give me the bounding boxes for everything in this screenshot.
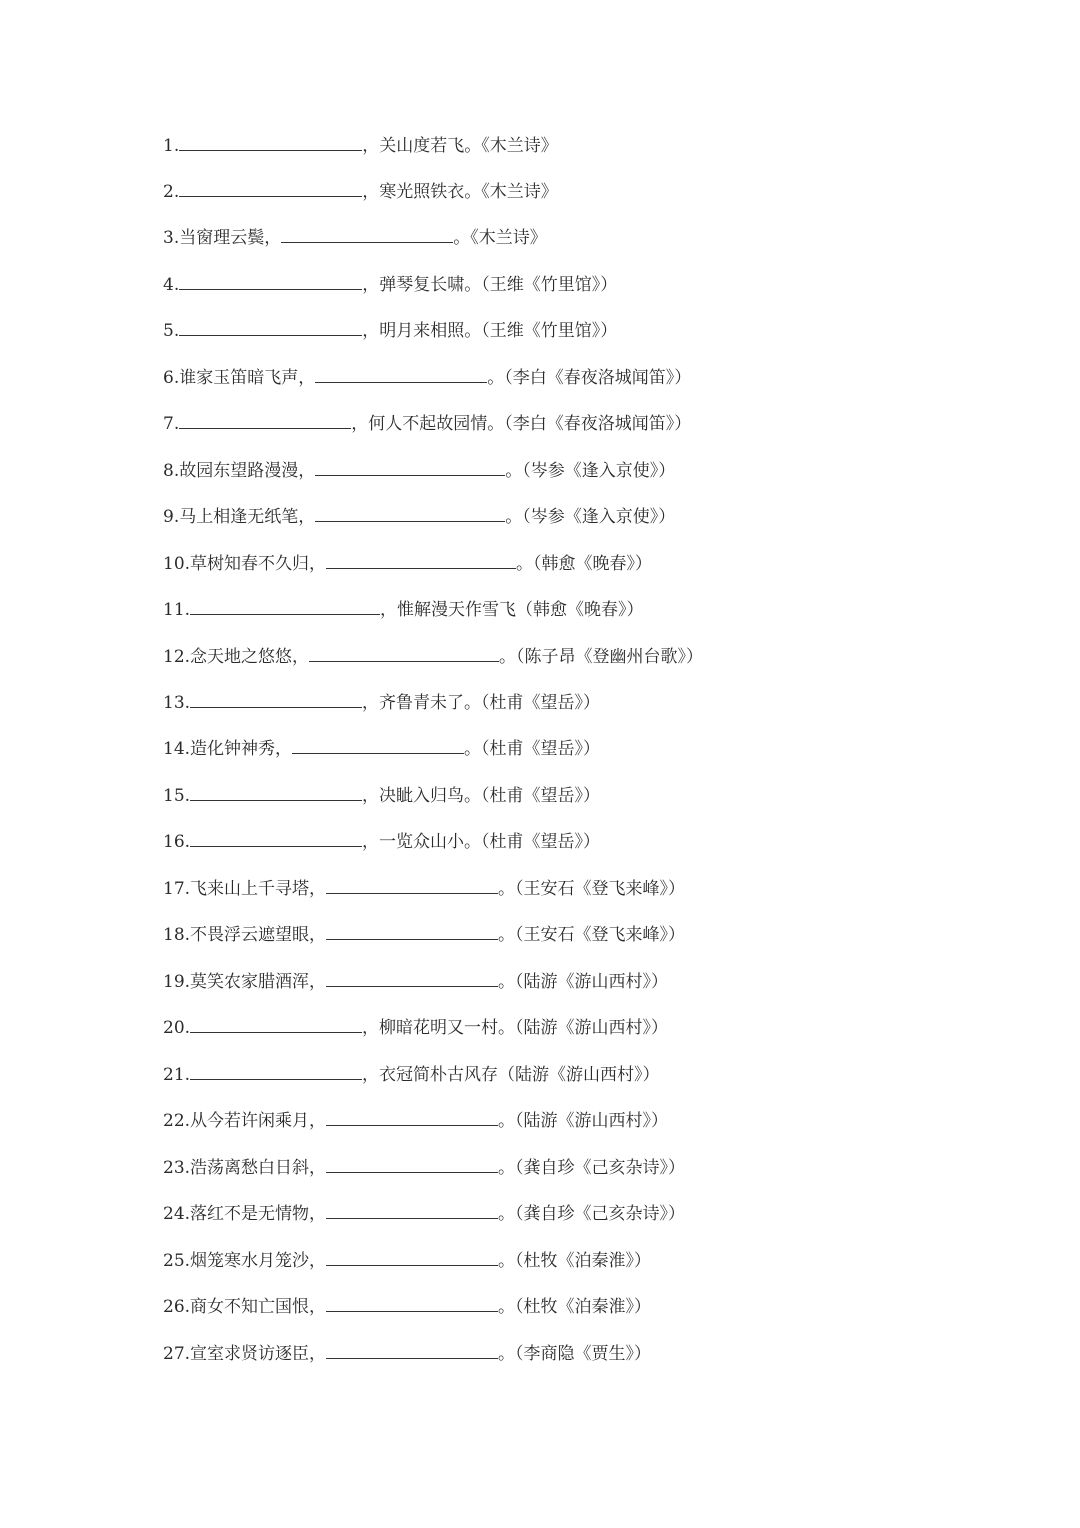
answer-blank[interactable] <box>190 594 380 615</box>
question-item <box>163 1291 651 1321</box>
question-item <box>163 1338 651 1368</box>
question-prefix-text: 故园东望路漫漫， <box>179 461 316 481</box>
question-item <box>163 176 558 206</box>
question-suffix-text: 。（龚自珍《己亥杂诗》） <box>498 1204 686 1224</box>
question-item <box>163 130 558 160</box>
answer-blank[interactable] <box>326 548 516 569</box>
answer-blank[interactable] <box>179 269 362 290</box>
question-number: 23. <box>163 1158 191 1178</box>
question-number: 14. <box>163 739 191 759</box>
question-item <box>163 1059 660 1089</box>
question-item <box>163 548 652 578</box>
question-suffix-text: 。（杜牧《泊秦淮》） <box>498 1297 652 1317</box>
question-prefix-text: 草树知春不久归， <box>190 554 327 574</box>
question-number: 4. <box>163 275 180 295</box>
answer-blank[interactable] <box>326 873 498 894</box>
question-item <box>163 362 691 392</box>
question-item <box>163 641 703 671</box>
question-prefix-text: 当窗理云鬓， <box>179 228 282 248</box>
question-suffix-text: 。（李商隐《贾生》） <box>498 1344 652 1364</box>
question-number: 27. <box>163 1344 191 1364</box>
answer-blank[interactable] <box>315 362 487 383</box>
question-prefix-text: 念天地之悠悠， <box>190 647 310 667</box>
question-number: 24. <box>163 1204 191 1224</box>
question-number: 2. <box>163 182 180 202</box>
question-suffix-text: ，弹琴复长啸。（王维《竹里馆》） <box>362 275 618 295</box>
question-prefix-text: 谁家玉笛暗飞声， <box>179 368 316 388</box>
question-item <box>163 966 668 996</box>
answer-blank[interactable] <box>190 826 362 847</box>
question-suffix-text: ，衣冠简朴古风存（陆游《游山西村》） <box>362 1065 660 1085</box>
question-suffix-text: ，一览众山小。（杜甫《望岳》） <box>362 832 601 852</box>
answer-blank[interactable] <box>179 176 362 197</box>
answer-blank[interactable] <box>326 919 498 940</box>
question-number: 7. <box>163 414 180 434</box>
question-prefix-text: 飞来山上千寻塔， <box>190 879 327 899</box>
question-item <box>163 826 600 856</box>
answer-blank[interactable] <box>179 130 362 151</box>
question-item <box>163 733 600 763</box>
question-suffix-text: ，齐鲁青未了。（杜甫《望岳》） <box>362 693 601 713</box>
question-item <box>163 408 691 438</box>
question-item <box>163 1152 685 1182</box>
question-suffix-text: ，柳暗花明又一村。（陆游《游山西村》） <box>362 1018 669 1038</box>
question-prefix-text: 马上相逢无纸笔， <box>179 507 316 527</box>
question-number: 19. <box>163 972 191 992</box>
answer-blank[interactable] <box>292 733 464 754</box>
question-number: 9. <box>163 507 180 527</box>
question-item <box>163 873 685 903</box>
question-item <box>163 1245 651 1275</box>
answer-blank[interactable] <box>190 780 362 801</box>
answer-blank[interactable] <box>315 455 505 476</box>
answer-blank[interactable] <box>190 1012 362 1033</box>
question-suffix-text: 。《木兰诗》 <box>453 228 547 248</box>
question-number: 25. <box>163 1251 191 1271</box>
question-number: 8. <box>163 461 180 481</box>
answer-blank[interactable] <box>326 1338 498 1359</box>
question-item <box>163 455 675 485</box>
question-number: 3. <box>163 228 180 248</box>
question-suffix-text: ，关山度若飞。《木兰诗》 <box>362 136 558 156</box>
question-number: 15. <box>163 786 191 806</box>
question-number: 10. <box>163 554 191 574</box>
question-suffix-text: 。（杜甫《望岳》） <box>464 739 601 759</box>
answer-blank[interactable] <box>326 1245 498 1266</box>
question-suffix-text: ，明月来相照。（王维《竹里馆》） <box>362 321 618 341</box>
question-number: 21. <box>163 1065 191 1085</box>
question-item <box>163 222 547 252</box>
question-item <box>163 780 600 810</box>
answer-blank[interactable] <box>326 1198 498 1219</box>
question-item <box>163 1105 668 1135</box>
question-suffix-text: 。（陆游《游山西村》） <box>498 972 669 992</box>
question-suffix-text: 。（岑参《逢入京使》） <box>505 461 676 481</box>
question-number: 22. <box>163 1111 191 1131</box>
question-number: 6. <box>163 368 180 388</box>
question-prefix-text: 宣室求贤访逐臣， <box>190 1344 327 1364</box>
question-prefix-text: 商女不知亡国恨， <box>190 1297 327 1317</box>
question-suffix-text: 。（岑参《逢入京使》） <box>505 507 676 527</box>
question-suffix-text: 。（陆游《游山西村》） <box>498 1111 669 1131</box>
question-number: 18. <box>163 925 191 945</box>
answer-blank[interactable] <box>315 501 505 522</box>
question-item <box>163 315 617 345</box>
question-item <box>163 1012 668 1042</box>
answer-blank[interactable] <box>281 222 453 243</box>
question-item <box>163 919 685 949</box>
answer-blank[interactable] <box>179 408 351 429</box>
question-suffix-text: ，寒光照铁衣。《木兰诗》 <box>362 182 558 202</box>
answer-blank[interactable] <box>190 1059 362 1080</box>
question-suffix-text: 。（陈子昂《登幽州台歌》） <box>499 647 704 667</box>
question-prefix-text: 从今若许闲乘月， <box>190 1111 327 1131</box>
question-item <box>163 594 644 624</box>
question-number: 26. <box>163 1297 191 1317</box>
question-prefix-text: 不畏浮云遮望眼， <box>190 925 327 945</box>
question-suffix-text: 。（李白《春夜洛城闻笛》） <box>487 368 692 388</box>
question-prefix-text: 浩荡离愁白日斜， <box>190 1158 327 1178</box>
question-prefix-text: 烟笼寒水月笼沙， <box>190 1251 327 1271</box>
answer-blank[interactable] <box>326 966 498 987</box>
question-suffix-text: ，惟解漫天作雪飞（韩愈《晚春》） <box>380 600 644 620</box>
question-number: 12. <box>163 647 191 667</box>
question-item <box>163 501 675 531</box>
question-number: 16. <box>163 832 191 852</box>
answer-blank[interactable] <box>326 1152 498 1173</box>
question-prefix-text: 造化钟神秀， <box>190 739 293 759</box>
question-item <box>163 269 617 299</box>
answer-blank[interactable] <box>326 1105 498 1126</box>
question-suffix-text: ，何人不起故园情。（李白《春夜洛城闻笛》） <box>351 414 692 434</box>
question-number: 17. <box>163 879 191 899</box>
question-suffix-text: 。（杜牧《泊秦淮》） <box>498 1251 652 1271</box>
question-number: 11. <box>163 600 191 620</box>
question-item <box>163 1198 685 1228</box>
question-prefix-text: 落红不是无情物， <box>190 1204 327 1224</box>
question-number: 20. <box>163 1018 191 1038</box>
question-number: 1. <box>163 136 180 156</box>
answer-blank[interactable] <box>326 1291 498 1312</box>
question-item <box>163 687 600 717</box>
answer-blank[interactable] <box>309 641 499 662</box>
question-suffix-text: 。（韩愈《晚春》） <box>516 554 653 574</box>
question-suffix-text: 。（王安石《登飞来峰》） <box>498 925 686 945</box>
question-prefix-text: 莫笑农家腊酒浑， <box>190 972 327 992</box>
question-number: 13. <box>163 693 191 713</box>
question-suffix-text: 。（王安石《登飞来峰》） <box>498 879 686 899</box>
answer-blank[interactable] <box>179 315 362 336</box>
question-suffix-text: 。（龚自珍《己亥杂诗》） <box>498 1158 686 1178</box>
question-suffix-text: ，决眦入归鸟。（杜甫《望岳》） <box>362 786 601 806</box>
answer-blank[interactable] <box>190 687 362 708</box>
question-number: 5. <box>163 321 180 341</box>
